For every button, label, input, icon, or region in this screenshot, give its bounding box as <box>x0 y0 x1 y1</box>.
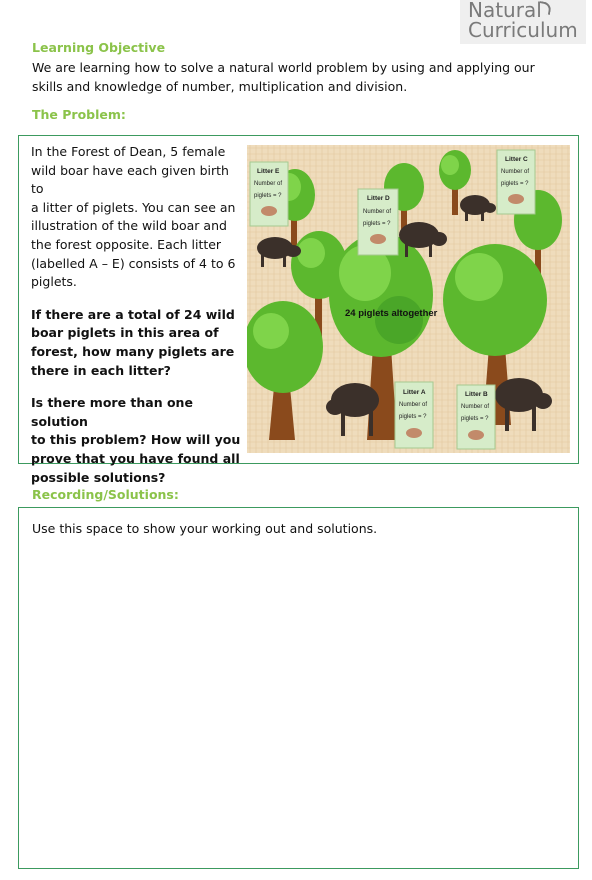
forest-illustration <box>247 145 570 453</box>
litter-text: Number of <box>363 209 392 215</box>
logo-text-line2: Curriculum <box>468 18 578 42</box>
problem-heading: The Problem: <box>32 107 126 122</box>
objective-line: skills and knowledge of number, multiplication and division. <box>32 78 408 94</box>
litter-title: Litter B <box>465 391 488 398</box>
question-line: boar piglets in this area of <box>31 325 219 341</box>
litter-text: piglets = ? <box>363 221 391 227</box>
litter-label-b <box>457 385 495 449</box>
litter-label-a <box>395 382 433 448</box>
litter-title: Litter A <box>403 389 426 396</box>
litter-title: Litter C <box>505 156 528 163</box>
problem-line: illustration of the wild boar and <box>31 218 227 234</box>
problem-line: the forest opposite. Each litter <box>31 236 222 252</box>
litter-title: Litter E <box>257 168 280 175</box>
litter-label-e <box>250 162 288 226</box>
learning-objective-heading: Learning Objective <box>32 40 166 55</box>
logo-text-line1: Natural <box>468 0 542 22</box>
recording-box[interactable] <box>18 507 579 869</box>
litter-label-c <box>497 150 535 214</box>
objective-line: We are learning how to solve a natural world problem by using and applying our <box>32 60 535 75</box>
question-line: If there are a total of 24 wild <box>31 306 235 322</box>
problem-line: piglets. <box>31 274 77 290</box>
problem-line: In the Forest of Dean, 5 female <box>31 144 226 159</box>
question-line: forest, how many piglets are <box>31 343 235 359</box>
question-line: possible solutions? <box>31 469 166 485</box>
recording-instruction: Use this space to show your working out and solutions. <box>32 521 378 536</box>
problem-line: (labelled A – E) consists of 4 to 6 <box>31 255 236 271</box>
question-line: prove that you have found all <box>31 450 240 466</box>
leaf-icon <box>538 1 552 15</box>
litter-text: piglets = ? <box>254 193 282 199</box>
litter-text: piglets = ? <box>461 416 489 422</box>
total-piglets-label: 24 piglets altogether <box>345 308 438 319</box>
problem-line: a litter of piglets. You can see an <box>31 199 236 215</box>
litter-text: piglets = ? <box>501 181 529 187</box>
learning-objective-text <box>32 59 572 96</box>
question-line: there in each litter? <box>31 362 171 378</box>
question-line: to this problem? How will you <box>31 432 241 448</box>
litter-text: Number of <box>399 402 428 408</box>
recording-heading: Recording/Solutions: <box>32 487 179 502</box>
litter-text: Number of <box>461 404 490 410</box>
litter-text: Number of <box>254 181 283 187</box>
question-line: Is there more than one solution <box>31 395 193 429</box>
natural-curriculum-logo <box>460 0 586 44</box>
problem-text <box>31 143 241 487</box>
litter-label-d <box>358 189 398 255</box>
problem-line: wild boar have each given birth to <box>31 162 229 197</box>
litter-text: Number of <box>501 169 530 175</box>
litter-title: Litter D <box>367 195 390 202</box>
litter-text: piglets = ? <box>399 414 427 420</box>
forest-scene <box>247 145 570 453</box>
